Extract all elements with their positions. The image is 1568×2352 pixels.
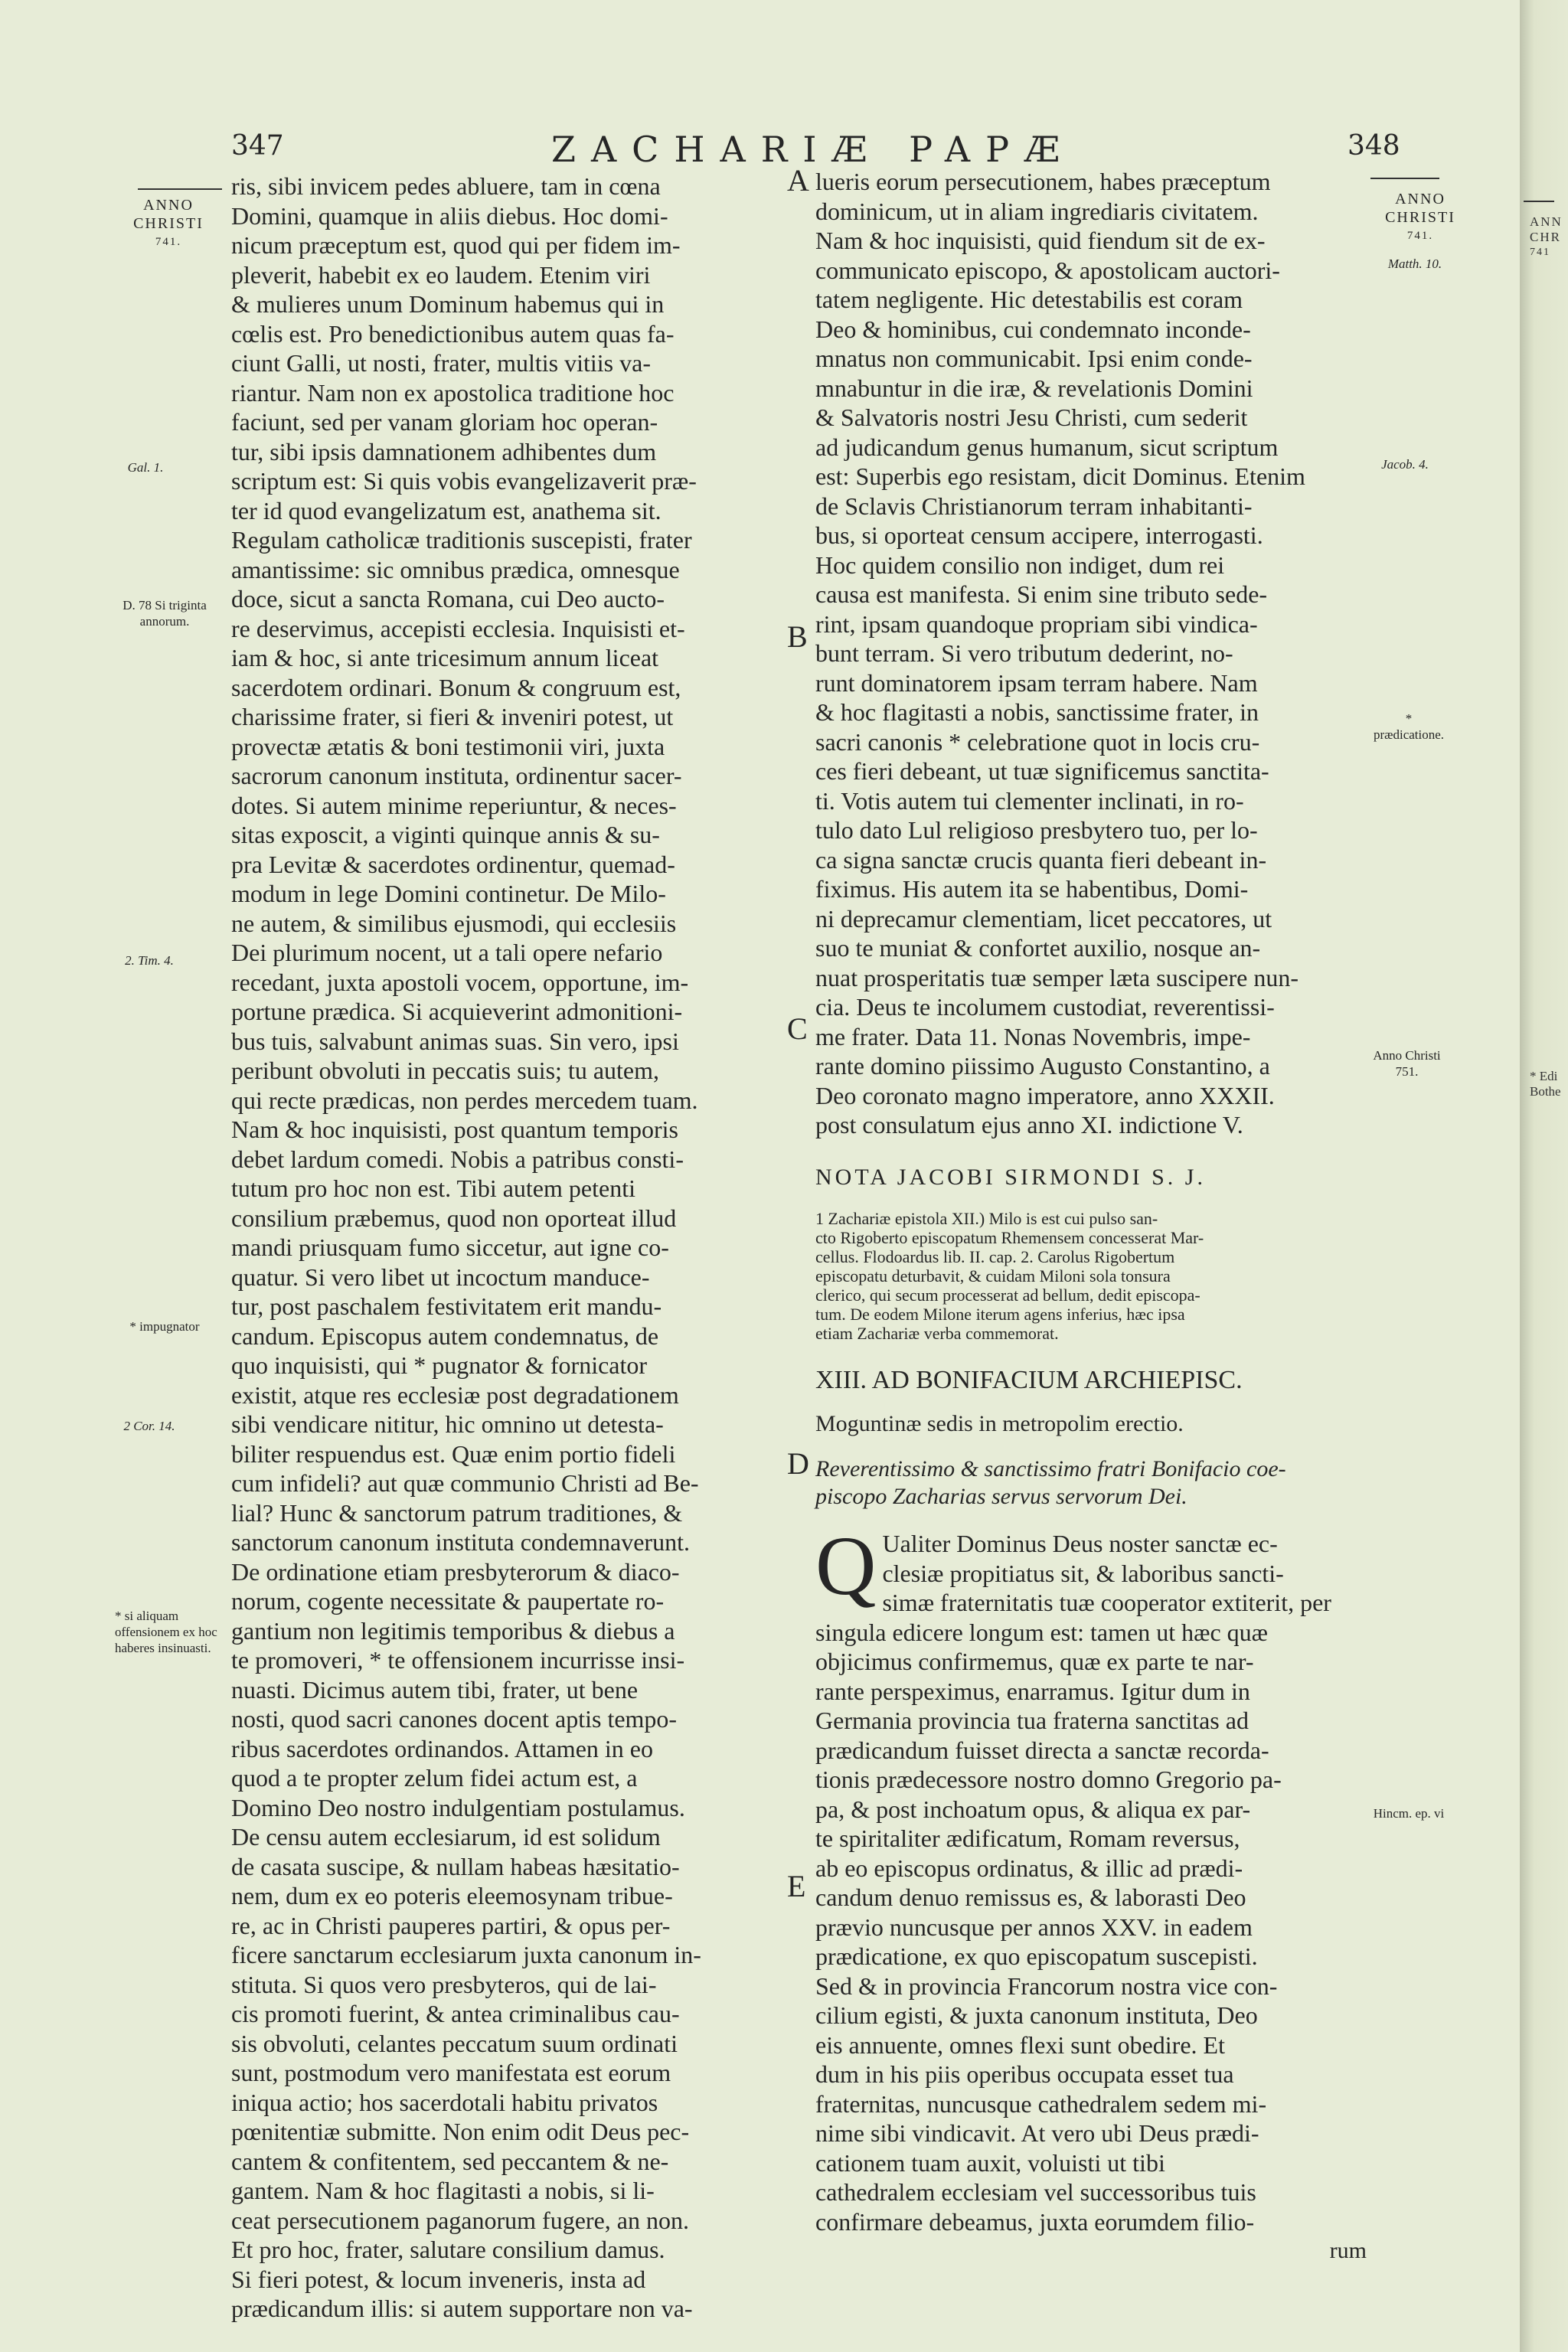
text-line: Regulam catholicæ traditionis suscepisti, frater (231, 526, 692, 554)
text-line: riantur. Nam non ex apostolica traditione hoc (231, 378, 675, 407)
text-line: clerico, qui secum processerat ad bellum, dedit episcopa- (815, 1285, 1200, 1305)
margin-note-matth: Matth. 10. (1387, 256, 1442, 271)
text-line: te spiritaliter ædificatum, Romam reversus, (815, 1824, 1240, 1852)
text-line: Deo & hominibus, cui condemnato inconde- (815, 315, 1251, 343)
text-line: causa est manifesta. Si enim sine tributo sede- (815, 580, 1268, 608)
text-line: mnatus non communicabit. Ipsi enim conde- (815, 345, 1253, 372)
text-line: Domini, quamque in aliis diebus. Hoc domi- (231, 201, 668, 230)
text-line: debet lardum comedi. Nobis a patribus consti- (231, 1145, 684, 1173)
margin-anno-left: ANNO CHRISTI 741. (133, 197, 204, 248)
section-title: XIII. AD BONIFACIUM ARCHIEPISC. (815, 1366, 1243, 1394)
right-text-column (815, 167, 1367, 2266)
text-line: nuat prosperitatis tuæ semper læta suscipere nun- (815, 963, 1298, 991)
text-line: bus tuis, salvabunt animas suas. Sin vero, ipsi (231, 1027, 679, 1055)
text-line: sitas exposcit, a viginti quinque annis & su- (231, 821, 660, 848)
text-line: re, ac in Christi pauperes partiri, & opus per- (231, 1911, 671, 1939)
drop-cap: Q (815, 1519, 877, 1612)
text-line: de Sclavis Christianorum terram inhabitanti- (815, 492, 1253, 520)
text-line: clesiæ propitiatus sit, & laboribus sancti- (882, 1559, 1284, 1587)
text-line: lueris eorum persecutionem, habes præceptum (815, 168, 1271, 195)
text-line: De ordinatione etiam presbyterorum & diaco- (231, 1557, 680, 1586)
text-line: sunt, postmodum vero manifestata est eorum (231, 2059, 671, 2086)
text-line: tatem negligente. Hic detestabilis est coram (815, 286, 1243, 313)
text-line: recedant, juxta apostoli vocem, opportune, im- (231, 968, 689, 996)
text-line: portune prædica. Si acquieverint admonitioni- (231, 998, 683, 1025)
text-line: 1 Zachariæ epistola XII.) Milo is est cui pulso san- (815, 1209, 1158, 1228)
text-line: Nam & hoc inquisisti, quid fiendum sit de ex- (815, 227, 1266, 254)
text-line: provectæ ætatis & boni testimonii viri, juxta (231, 732, 665, 760)
text-line: cum infideli? aut quæ communio Christi ad Be- (231, 1469, 699, 1497)
text-line: rante perspeximus, enarramus. Igitur dum in (815, 1677, 1250, 1705)
text-line: De censu autem ecclesiarum, id est solidum (231, 1823, 661, 1851)
text-line: dum in his piis operibus occupata esset tua (815, 2060, 1234, 2088)
text-line: dotes. Si autem minime reperiuntur, & neces- (231, 791, 677, 819)
text-line: Domino Deo nostro indulgentiam postulamus. (231, 1793, 685, 1821)
text-line: nicum præceptum est, quod qui per fidem im- (231, 231, 681, 259)
text-line: eis annuente, omnes flexi sunt obedire. Et (815, 2030, 1225, 2059)
section-letter-b: B (787, 619, 808, 654)
text-line: Ualiter Dominus Deus noster sanctæ ec- (882, 1530, 1278, 1557)
text-line: candum denuo remissus es, & laborasti Deo (815, 1883, 1246, 1911)
text-line: norum, cogente necessitate & paupertate ro- (231, 1587, 665, 1615)
text-line: scriptum est: Si quis vobis evangelizaverit præ- (231, 467, 697, 495)
page-number-right: 348 (1348, 130, 1400, 162)
text-line: prædicatione, ex quo episcopatum suscepisti. (815, 1942, 1258, 1970)
text-line: re deservimus, accepisti ecclesia. Inquisisti et- (231, 614, 685, 642)
text-line: nuasti. Dicimus autem tibi, frater, ut bene (231, 1675, 639, 1704)
margin-anno-right: ANNO CHRISTI 741. (1385, 191, 1455, 242)
text-line: gantem. Nam & hoc flagitasti a nobis, si li- (231, 2177, 655, 2204)
text-line: me frater. Data 11. Nonas Novembris, impe- (815, 1022, 1251, 1050)
text-line: ca signa sanctæ crucis quanta fieri debeant in- (815, 845, 1267, 874)
text-line: ces fieri debeant, ut tuæ significemus sanctita- (815, 757, 1269, 785)
text-line: cilium egisti, & juxta canonum instituta, Deo (815, 2001, 1258, 2029)
margin-note-praedicatione: * prædicatione. (1373, 711, 1445, 742)
text-line: pœnitentiæ submitte. Non enim odit Deus pec- (231, 2118, 690, 2145)
text-line: fiximus. His autem ita se habentibus, Domi- (815, 875, 1249, 903)
text-line: ribus sacerdotes ordinandos. Attamen in eo (231, 1734, 653, 1762)
text-line: ciunt Galli, ut nosti, frater, multis vitiis va- (231, 349, 651, 377)
text-line: tionis prædecessore nostro domno Gregorio pa- (815, 1766, 1282, 1793)
section-subtitle: Moguntinæ sedis in metropolim erectio. (815, 1410, 1184, 1436)
text-line: ni deprecamur clementiam, licet peccatores, ut (815, 904, 1272, 933)
text-line: quo inquisisti, qui * pugnator & fornicator (231, 1351, 648, 1379)
salutation-line-1: Reverentissimo & sanctissimo fratri Bonifacio coe- (815, 1456, 1286, 1481)
text-line: cathedralem ecclesiam vel successoribus tuis (815, 2178, 1256, 2206)
text-line: episcopatu deturbavit, & cuidam Miloni sola tonsura (815, 1266, 1171, 1285)
text-line: pleverit, habebit ex eo laudem. Etenim viri (231, 260, 651, 289)
text-line: gantium non legitimis temporibus & diebus a (231, 1616, 675, 1645)
text-line: de casata suscipe, & nullam habeas hæsitatio- (231, 1852, 680, 1880)
running-title: ZACHARIÆ PAPÆ (551, 129, 1076, 170)
margin-note-si-aliquam: * si aliquam offensionem ex hoc haberes insinuasti. (115, 1609, 217, 1655)
text-line: sacrorum canonum instituta, ordinentur sacer- (231, 762, 682, 789)
margin-note-gal: Gal. 1. (127, 460, 164, 475)
text-line: iam & hoc, si ante tricesimum annum liceat (231, 644, 659, 671)
text-line: cantem & confitentem, sed peccantem & ne- (231, 2147, 669, 2175)
salutation-line-2: piscopo Zacharias servus servorum Dei. (815, 1484, 1187, 1509)
text-line: ficere sanctarum ecclesiarum juxta canonum in- (231, 1941, 701, 1968)
section-letter-c: C (787, 1011, 808, 1046)
text-line: pra Levitæ & sacerdotes ordinentur, quemad- (231, 850, 675, 878)
text-line: ti. Votis autem tui clementer inclinati, in ro- (815, 786, 1244, 815)
text-line: te promoveri, * te offensionem incurrisse insi- (231, 1646, 685, 1674)
text-line: quatur. Si vero libet ut incoctum manduce- (231, 1263, 650, 1291)
letter-xii-ending (815, 167, 1367, 1140)
text-line: sis obvoluti, celantes peccatum suum ordinati (231, 2029, 678, 2057)
text-line: runt dominatorem ipsam terram habere. Nam (815, 668, 1258, 697)
text-line: mandi priusquam fumo siccetur, aut igne co- (231, 1233, 669, 1261)
nota-title: NOTA JACOBI SIRMONDI S. J. (815, 1164, 1206, 1190)
section-letter-a: A (787, 163, 809, 198)
text-line: Et pro hoc, frater, salutare consilium damus. (231, 2236, 665, 2263)
text-line: ter id quod evangelizatum est, anathema sit. (231, 496, 662, 524)
next-page-anno: ANN CHR 741 (1530, 214, 1563, 258)
text-line: ab eo episcopus ordinatus, & illic ad prædi- (815, 1854, 1243, 1882)
text-line: lial? Hunc & sanctorum patrum traditiones, & (231, 1498, 683, 1527)
text-line: rante domino piissimo Augusto Constantino, a (815, 1052, 1270, 1080)
text-line: bunt terram. Si vero tributum dederint, no- (815, 639, 1233, 667)
text-line: bus, si oporteat censum accipere, interrogasti. (815, 521, 1263, 549)
text-line: nime sibi vindicavit. At vero ubi Deus prædi- (815, 2119, 1259, 2147)
text-line: doce, sicut a sancta Romana, cui Deo aucto- (231, 585, 665, 612)
text-line: quod a te propter zelum fidei actum est, a (231, 1764, 638, 1792)
text-line: simæ fraternitatis tuæ cooperator extiterit, per (882, 1589, 1331, 1616)
text-line: Dei plurimum nocent, ut a tali opere nefario (231, 939, 663, 966)
text-line: Sed & in provincia Francorum nostra vice con- (815, 1971, 1278, 2000)
text-line: consilium præbemus, quod non oporteat illud (231, 1204, 677, 1232)
text-line: pa, & post inchoatum opus, & aliqua ex par- (815, 1795, 1251, 1823)
next-page-rule (1524, 201, 1554, 202)
text-line: objicimus confirmemus, quæ ex parte te nar- (815, 1648, 1254, 1675)
section-letter-e: E (787, 1869, 806, 1903)
text-line: stituta. Si quos vero presbyteros, qui de lai- (231, 1970, 657, 1998)
text-line: confirmare debeamus, juxta eorumdem filio- (815, 2207, 1255, 2236)
text-line: tulo dato Lul religioso presbytero tuo, per lo- (815, 816, 1258, 844)
text-line: amantissime: sic omnibus prædica, omnesque (231, 555, 680, 583)
margin-note-cor: 2 Cor. 14. (123, 1419, 175, 1433)
text-line: nem, dum ex eo poteris eleemosynam tribue- (231, 1882, 673, 1909)
text-line: iniqua actio; hos sacerdotali habitu privatos (231, 2088, 658, 2116)
next-page-note: * Edi Bothe (1530, 1069, 1561, 1099)
text-line: sacerdotem ordinari. Bonum & congruum est, (231, 673, 681, 701)
page-number-left: 347 (231, 130, 284, 162)
text-line: fraternitas, nuncusque cathedralem sedem mi- (815, 2089, 1267, 2118)
margin-note-hincm: Hincm. ep. vi (1373, 1806, 1445, 1821)
text-line: cis promoti fuerint, & antea criminalibus cau- (231, 2000, 680, 2027)
text-line: ceat persecutionem paganorum fugere, an non. (231, 2206, 689, 2234)
text-line: prævio nuncusque per annos XXV. in eadem (815, 1913, 1253, 1941)
text-line: Nam & hoc inquisisti, post quantum temporis (231, 1116, 678, 1143)
text-line: existit, atque res ecclesiæ post degradationem (231, 1380, 679, 1409)
page-gutter (1520, 0, 1568, 2352)
text-line: ad judicandum genus humanum, sicut scriptum (815, 433, 1279, 461)
text-line: rint, ipsam quandoque propriam sibi vindica- (815, 609, 1258, 638)
text-line: peribunt obvoluti in peccatis suis; tu autem, (231, 1057, 660, 1084)
text-line: sibi vendicare nititur, hic omnino ut detesta- (231, 1410, 664, 1438)
text-line: qui recte prædicas, non perdes mercedem tuam. (231, 1086, 698, 1114)
text-line: & hoc flagitasti a nobis, sanctissime frater, in (815, 698, 1259, 726)
margin-rule-right (1370, 178, 1439, 179)
text-line: cœlis est. Pro benedictionibus autem quas fa- (231, 319, 675, 348)
text-line: nosti, quod sacri canones docent aptis tempo- (231, 1705, 678, 1733)
text-line: tur, sibi ipsis damnationem adhibentes dum (231, 437, 657, 466)
text-line: & Salvatoris nostri Jesu Christi, cum sederit (815, 403, 1248, 431)
margin-note-d78: D. 78 Si triginta annorum. (122, 598, 207, 629)
text-line: cto Rigoberto episcopatum Rhemensem concesserat Mar- (815, 1228, 1204, 1247)
text-line: suo te muniat & confortet auxilio, nosque an- (815, 934, 1261, 962)
section-letter-d: D (787, 1446, 809, 1481)
text-line: cationem tuam auxit, voluisti ut tibi (815, 2148, 1165, 2177)
margin-note-anno-christi: Anno Christi 751. (1373, 1048, 1441, 1079)
margin-note-jacob: Jacob. 4. (1381, 457, 1429, 472)
text-line: candum. Episcopus autem condemnatus, de (231, 1321, 659, 1350)
text-line: Germania provincia tua fraterna sanctitas ad (815, 1707, 1249, 1734)
margin-rule-left (138, 188, 222, 190)
text-line: post consulatum ejus anno XI. indictione V. (815, 1111, 1243, 1138)
nota-footnote (815, 1209, 1367, 1343)
text-line: sacri canonis * celebratione quot in locis cru- (815, 727, 1260, 756)
text-line: dominicum, ut in aliam ingrediaris civitatem. (815, 197, 1259, 225)
text-line: mnabuntur in die iræ, & revelationis Domini (815, 374, 1253, 402)
text-line: biliter respuendus est. Quæ enim portio fideli (231, 1439, 676, 1468)
catchword: rum (1329, 2238, 1367, 2263)
text-line: & mulieres unum Dominum habemus qui in (231, 290, 665, 318)
letter-xiii-body (815, 1519, 1367, 2236)
text-line: tutum pro hoc non est. Tibi autem petenti (231, 1174, 635, 1202)
text-line: charissime frater, si fieri & inveniri potest, ut (231, 703, 674, 730)
text-line: tum. De eodem Milone iterum agens inferius, hæc ipsa (815, 1305, 1185, 1324)
margin-note-tim: 2. Tim. 4. (125, 953, 174, 968)
margin-note-impugnator: * impugnator (129, 1319, 200, 1334)
text-line: Hoc quidem consilio non indiget, dum rei (815, 550, 1225, 579)
text-line: prædicandum fuisset directa a sanctæ recorda- (815, 1736, 1269, 1764)
text-line: est: Superbis ego resistam, dicit Dominus. Etenim (815, 462, 1305, 490)
left-text-column (231, 172, 782, 2324)
text-line: cellus. Flodoardus lib. II. cap. 2. Carolus Rigobertum (815, 1247, 1175, 1266)
text-line: faciunt, sed per vanam gloriam hoc operan- (231, 408, 658, 436)
text-line: ris, sibi invicem pedes abluere, tam in cœna (231, 172, 661, 200)
text-line: sanctorum canonum instituta condemnaverunt. (231, 1528, 690, 1556)
text-line: Si fieri potest, & locum inveneris, insta ad (231, 2265, 646, 2293)
text-line: singula edicere longum est: tamen ut hæc quæ (815, 1618, 1268, 1646)
text-line: prædicandum illis: si autem supportare non va- (231, 2295, 693, 2322)
text-line: Deo coronato magno imperatore, anno XXXII. (815, 1081, 1275, 1109)
text-line: communicato episcopo, & apostolicam auctori- (815, 256, 1280, 284)
text-line: modum in lege Domini continetur. De Milo- (231, 880, 666, 907)
text-line: cia. Deus te incolumem custodiat, reverentissi- (815, 993, 1275, 1021)
text-line: tur, post paschalem festivitatem erit mandu- (231, 1292, 662, 1320)
text-line: ne autem, & similibus ejusmodi, qui ecclesiis (231, 909, 677, 937)
text-line: etiam Zachariæ verba commemorat. (815, 1324, 1059, 1343)
